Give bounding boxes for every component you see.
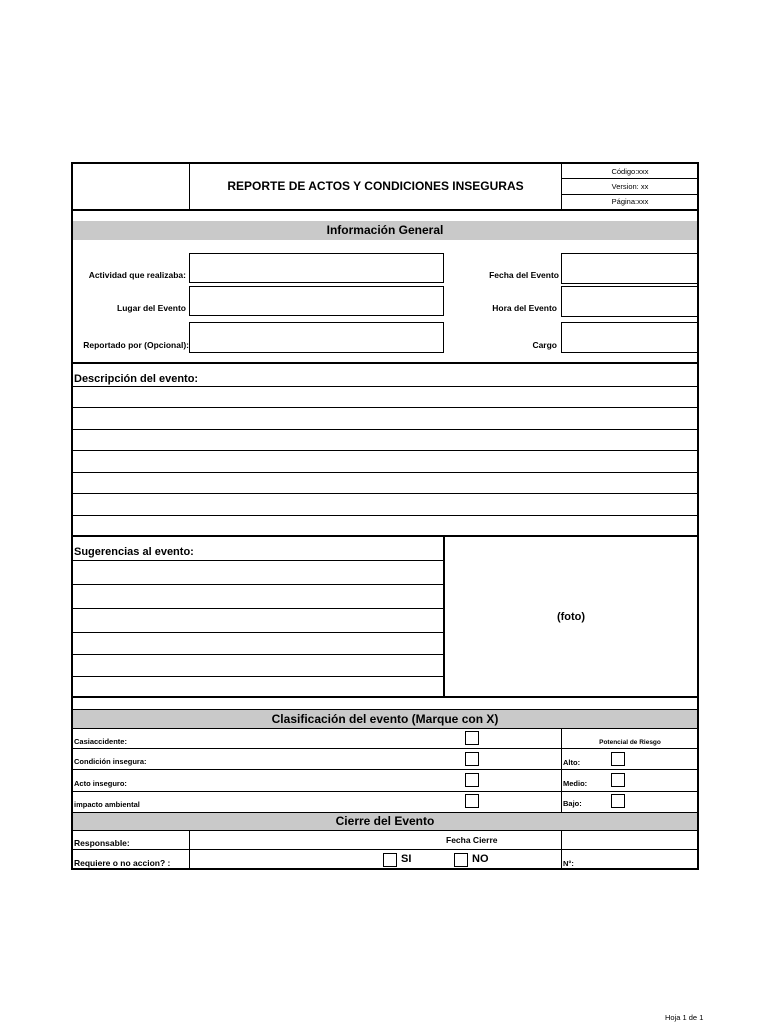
line [73,608,443,609]
responsable-label: Responsable: [74,838,130,848]
acto-inseguro-label: Acto inseguro: [74,779,127,788]
line [73,676,443,677]
lugar-label: Lugar del Evento [117,303,186,313]
line [73,386,697,387]
reportado-field[interactable] [189,322,444,353]
sugerencias-lines[interactable] [73,560,443,697]
line [73,632,443,633]
line [73,515,697,516]
actividad-field[interactable] [189,253,444,283]
photo-placeholder: (foto) [556,611,586,623]
fecha-evento-field[interactable] [561,253,698,284]
fecha-cierre-field[interactable] [562,831,697,849]
riesgo-bajo-checkbox[interactable] [611,794,625,808]
lugar-field[interactable] [189,286,444,316]
descripcion-label: Descripción del evento: [74,373,199,385]
hora-evento-field[interactable] [561,286,698,317]
descripcion-lines[interactable] [73,386,697,536]
line [73,472,697,473]
code-label: Código:xxx [611,167,649,176]
page-title: REPORTE DE ACTOS Y CONDICIONES INSEGURAS [227,179,524,193]
actividad-label: Actividad que realizaba: [88,270,186,280]
casiaccidente-label: Casiaccidente: [74,737,127,746]
casiaccidente-checkbox[interactable] [465,731,479,745]
line [73,493,697,494]
potencial-riesgo-label: Potencial de Riesgo [599,739,661,746]
numero-label: N°: [563,859,574,868]
form-border-bottom [71,868,699,870]
acto-inseguro-checkbox[interactable] [465,773,479,787]
logo-area [73,164,189,209]
requiere-accion-label: Requiere o no accion? : [74,858,171,868]
section-title-cierre: Cierre del Evento [335,814,435,828]
riesgo-alto-checkbox[interactable] [611,752,625,766]
fecha-cierre-label: Fecha Cierre [446,835,498,845]
no-label: NO [472,853,489,865]
hora-evento-label: Hora del Evento [492,303,557,313]
cargo-label: Cargo [532,340,557,350]
line [73,450,697,451]
sugerencias-bottom-border [71,696,699,698]
line [73,429,697,430]
condicion-insegura-label: Condición insegura: [74,757,147,766]
page-footer: Hoja 1 de 1 [665,1013,704,1022]
si-label: SI [401,853,412,865]
responsable-field[interactable] [190,831,444,849]
sugerencias-label: Sugerencias al evento: [74,546,194,558]
impacto-ambiental-label: impacto ambiental [74,800,140,809]
page-number-label: Página:xxx [611,197,649,206]
condicion-insegura-checkbox[interactable] [465,752,479,766]
si-checkbox[interactable] [383,853,397,867]
riesgo-alto-label: Alto: [563,758,581,767]
line [73,560,443,561]
riesgo-medio-checkbox[interactable] [611,773,625,787]
version-label: Version: xx [611,182,649,191]
riesgo-medio-label: Medio: [563,779,588,788]
general-bottom-border [71,362,699,364]
numero-field[interactable] [580,851,697,868]
line [73,654,443,655]
line [73,407,697,408]
section-title-clasificacion: Clasificación del evento (Marque con X) [271,712,499,726]
fecha-evento-label: Fecha del Evento [489,270,559,280]
no-checkbox[interactable] [454,853,468,867]
riesgo-bajo-label: Bajo: [563,799,582,808]
header-bottom-border [71,209,699,211]
cargo-field[interactable] [561,322,698,353]
section-title-general: Información General [326,223,444,237]
impacto-ambiental-checkbox[interactable] [465,794,479,808]
line [73,584,443,585]
reportado-label: Reportado por (Opcional): [83,340,189,350]
